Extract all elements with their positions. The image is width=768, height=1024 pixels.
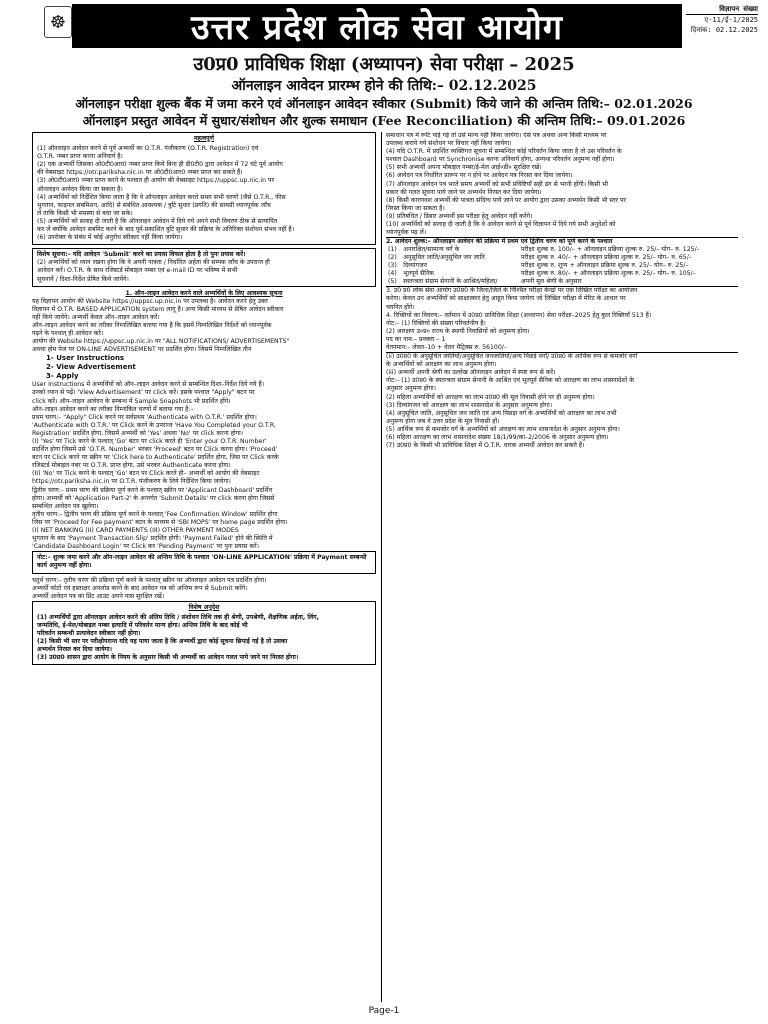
text-line: करेगा। केवल उन अभ्यर्थियों को साक्षात्कार हेतु आहूत किया जायेगा जो लिखित परीक्षा में मेरिट के आधार पर (386, 295, 626, 303)
text-line: बटन पर Click करने पर स्क्रीन पर 'Click here to Authenticate' प्रदर्शित होगा, जिस पर Click करके (32, 454, 279, 462)
text-line: प्रथम चरण:– "Apply" Click करने पर सर्वप्रथम 'Authenticate with O.T.R.' प्रदर्शित होगा। (32, 413, 257, 421)
text-line: (6) महिला आरक्षण का लाभ शासनादेश संख्या 18/1/99/का–2/2006 के अनुसार अनुमन्य होगा। (386, 434, 609, 441)
text-line: अभ्यर्थी आवेदन पत्र का प्रिंट आउट अपने पास सुरक्षित रखें। (32, 592, 165, 600)
user-instruction-lines (32, 381, 376, 413)
text-line: (5) आर्थिक रूप से कमजोर वर्ग के अभ्यर्थियों को आरक्षण का लाभ शासनादेश के अनुसार अनुमन्य होगा। (386, 425, 620, 433)
fee-last-date: ऑनलाइन परीक्षा शुल्क बैंक में जमा करने एवं ऑनलाइन आवेदन स्वीकार (Submit) किये जाने की अन्तिम तिथि:– 02.01.2026 (75, 96, 693, 111)
text-line: सूचनायें / दिशा-निर्देश प्रेषित किये जायेंगे। (37, 275, 129, 283)
fee-row (386, 278, 738, 286)
text-line: (2) किसी भी स्तर पर परीक्षोपरान्त यदि यह पाया जाता है कि अभ्यर्थी द्वारा कोई सूचना छिपाई गई है तो उसका (37, 638, 288, 646)
text-line: (3) उ0प्र0 शासन द्वारा आयोग के नियम के अनुसार किसी भी अभ्यर्थी का आवेदन गलत पाये जाने पर निरस्त होगा। (37, 654, 299, 662)
text-line: (2) महिला अभ्यर्थियों को आरक्षण का लाभ उ0प्र0 की मूल निवासी होने पर ही अनुमन्य होगा। (386, 393, 595, 401)
text-line: होगा। अभ्यर्थी को 'Application Part-2' के अन्तर्गत 'Submit Details' पर click करना होगा जिससे (32, 494, 275, 502)
text-line: (iii) अभ्यर्थी अपनी श्रेणी का उल्लेख ऑनलाइन आवेदन में स्पष्ट रूप से करें। (386, 369, 556, 377)
text-line: (7) ऑनलाइन आवेदन पत्र भरते समय अभ्यर्थी को सभी प्रविष्टियाँ सही ढंग से भरनी होंगी। किसी भी (386, 180, 609, 188)
note-box (32, 551, 376, 573)
advertisement-info (686, 4, 758, 35)
text-line: (4) अभ्यर्थियों को निर्देशित किया जाता है कि वे ऑनलाइन आवेदन करते समय सभी चरणों (जैसे O.T.R., फीस (37, 193, 286, 201)
fee-cell-cat: अनारक्षित/सामान्य वर्ग के (403, 246, 460, 254)
text-line: (4) यदि O.T.R. में प्रदर्शित व्यक्तिगत सूचना में सम्बन्धित कोई परिवर्तन किया जाता है तो उस परिवर्तन के (386, 148, 622, 156)
fee-cell-n: (4) (388, 270, 397, 278)
text-line: रजिस्टर्ड मोबाइल नंबर पर O.T.R. प्राप्त होगा, उसे भरकर Authenticate करना होगा। (32, 462, 231, 470)
special-lines (37, 259, 371, 283)
text-line: अभ्यर्थी फोटो एवं हस्ताक्षर अपलोड करने के बाद आवेदन पत्र को अन्तिम रूप से Submit करेंगे। (32, 584, 248, 592)
text-line: जन्मतिथि, ई-मेल/मोबाइल नम्बर इत्यादि में परिवर्तन मान्य होगा। अन्तिम तिथि के बाद कोई भी (37, 621, 248, 629)
fee-cell-val: परीक्षा शुल्क रु. शून्य + ऑनलाइन प्रक्रिया शुल्क रु. 25/– योग– रु. 25/– (520, 262, 689, 270)
text-line: (ii) उ0प्र0 के अनुसूचित जातियों/अनुसूचित जनजातियों/अन्य पिछड़े वर्गों/ उ0प्र0 के आर्थिक रूप से कमजोर वर्गों (386, 353, 638, 361)
special-instruction-lines (37, 614, 371, 663)
text-line: (9) प्रतिबंधित / डिबार अभ्यर्थी इस परीक्षा हेतु आवेदन नहीं करेंगे। (386, 212, 533, 220)
text-line: आयोग की Website https://uppsc.up.nic.in पर "ALL NOTIFICATIONS/ ADVERTISEMENTS" (32, 338, 290, 346)
important-lines (37, 145, 371, 242)
commission-title: उत्तर प्रदेश लोक सेवा आयोग (72, 4, 682, 48)
special-note-box (32, 248, 376, 286)
page-number: Page-1 (368, 1006, 400, 1016)
text-line: ऑन–लाइन आवेदन करने का तरीका निम्नांकित चरणों में बताया गया है:– (32, 405, 194, 413)
text-line: तृतीय चरण:– द्वितीय चरण की प्रक्रिया पूर्ण करने के पश्चात् 'Fee Confirmation Window' प्रदर्शित होगा (32, 510, 278, 518)
text-line: 4. रिक्तियों का विवरण:– वर्तमान में उ0प्र0 प्राविधिक शिक्षा (अध्यापन) सेवा परीक्षा–2025 हेतु कुल रिक्तियाँ 513 हैं। (386, 311, 652, 319)
text-line: समाधान पत्र में रूटि पाई गई तो उसे मान्य नहीं किया जायेगा। ऐसे पत्र अथवा अन्य किसी माध्यम पर (386, 132, 607, 139)
step1-lines (32, 414, 376, 487)
text-line: (10) अभ्यर्थियों को सलाह दी जाती है कि वे आवेदन करने से पूर्व विज्ञापन में दिये गये सभी अनुदेशों को (386, 221, 616, 229)
text-line: की वेबसाइट https://otr.pariksha.nic.in पर ओ0टी0आर0 नम्बर प्राप्त कर सकते हैं। (37, 169, 243, 177)
national-emblem-icon: ☸ (44, 6, 72, 38)
right-top-lines (386, 132, 738, 237)
text-line: वेतनमान:– लेवल–10 + वेतन मैट्रिक्स रु. 56100/– (386, 343, 507, 351)
text-line: यह विज्ञापन आयोग की Website https://uppsc.up.nic.in पर उपलब्ध है। आवेदन करने हेतु उक्त (32, 297, 268, 305)
text-line: पढ़ने के पश्चात् ही आवेदन करें। (32, 330, 104, 338)
text-line: (5) सभी अभ्यर्थी अपना मोबाइल नम्बर/ई-मेल आई०डी० सुरक्षित रखें। (386, 164, 542, 172)
advt-number: ए-11/ई-1/2025 (704, 16, 758, 24)
text-line: 3. उ0 प्र0 लोक सेवा आयोग उ0प्र0 के जिला/जिले के निश्चित परीक्षा केन्द्रों पर एक लिखित परीक्षा का आयोजन (386, 287, 638, 295)
correction-last-date: ऑनलाइन प्रस्तुत आवेदन में सुधार/संशोधन और शुल्क समाधान (Fee Reconciliation) की अन्तिम तिथि:– 09.01.2026 (82, 113, 686, 128)
text-line: (1) अभ्यर्थियों द्वारा ऑनलाइन आवेदन करने की अंतिम तिथि / संशोधन तिथि तक ही श्रेणी, उपश्रेणी, शैक्षणिक अर्हता, लिंग, (37, 613, 319, 621)
text-line: Registration' प्रदर्शित होगा, जिसमें अभ्यर्थी को 'Yes' अथवा 'No' पर click करना होगा। (32, 429, 244, 437)
online-section (32, 290, 376, 552)
fee-cell-n: (3) (388, 262, 397, 270)
right-mid-lines (386, 286, 738, 352)
text-line: ऑन–लाइन आवेदन करने का तरीका निम्नलिखित बताया गया है कि इसमें निम्नलिखित निर्देशों को ध्यानपूर्वक (32, 321, 272, 329)
text-line: द्वितीय चरण:– प्रथम चरण की प्रक्रिया पूर्ण करने के पश्चात् स्क्रीन पर 'Applicant Dashboard' प्रदर्शित (32, 486, 273, 494)
fee-table (386, 246, 738, 286)
text-line: आवेदन करें। O.T.R. के साथ रजिस्टर्ड मोबाइल नम्बर एवं e-mail ID पर भविष्य में सभी (37, 267, 238, 275)
text-line: अथवा होम पेज पर ON-LINE ADVERTISEMENT पर प्रदर्शित होगा। जिसमें निम्नलिखित तीन (32, 346, 252, 354)
fee-cell-n: (5) (388, 278, 397, 286)
fee-cell-val: अपनी मूल श्रेणी के अनुसार (520, 278, 582, 286)
special-note: विशेष सूचना:– यदि आवेदन 'Submit' करने का प्रयास विफल होता है तो पुनः प्रयास करें। (37, 251, 246, 259)
text-line: (8) किसी कारणवश अभ्यर्थी की पात्रता संदिग्ध पाये जाने पर आयोग द्वारा उसका अभ्यर्थन किसी भी स्तर पर (386, 196, 626, 204)
right-lower-lines (386, 352, 738, 450)
text-line: नोट:– (1) उ0प्र0 के स्वतन्त्रता संग्राम सेनानी के आश्रित एवं भूतपूर्व सैनिक को आरक्षण का लाभ शासनादेशों के (386, 377, 634, 385)
left-column (32, 132, 376, 1000)
text-line: अभ्यर्थन निरस्त कर दिया जायेगा। (37, 646, 112, 654)
text-line: User Instructions में अभ्यर्थियों को ऑन–लाइन आवेदन करने से सम्बन्धित दिशा–निर्देश दिये गये हैं। (32, 381, 265, 389)
text-line: नहीं किये जायेंगे। अभ्यर्थी केवल ऑन–लाइन आवेदन करें। (32, 313, 160, 321)
text-line: उनको ध्यान से पढ़ें। 'View Advertisement' पर click करें। इसके पश्चात "Apply" बटन पर (32, 389, 255, 397)
advt-label: विज्ञापन संख्या (686, 4, 758, 15)
text-line: नोट:– (1) रिक्तियों की संख्या परिवर्तनीय है। (386, 319, 486, 327)
fee-cell-val: परीक्षा शुल्क रु. 80/– + ऑनलाइन प्रक्रिया शुल्क रु. 25/– योग– रु. 105/– (520, 270, 696, 278)
text-line: https://otr.pariksha.nic.in पर O.T.R. पंजीकरण के लिये निर्देशित किया जायेगा। (32, 478, 231, 486)
text-line: (I) NET BANKING (II) CARD PAYMENTS (III) OTHER PAYMENT MODES (32, 527, 239, 535)
text-line: (I) 'Yes' पर Tick करने के पश्चात् 'Go' बटन पर click करते ही 'Enter your O.T.R. Number' (32, 438, 267, 445)
text-line: ऑनलाइन आवेदन किया जा सकता है। (37, 185, 123, 193)
text-line: लें ताकि किसी भी समस्या से बचा जा सके। (37, 209, 133, 217)
text-line: (2) आरक्षण उ०प्र० राज्य के स्थायी निवासियों को अनुमन्य होगा। (386, 327, 530, 335)
text-line: (2) एक अभ्यर्थी जिसका ओ0टी0आर0 नम्बर प्राप्त किये बिना ही डी0टी0 द्वारा आवेदन में 72 घंटे पूर्व आयोग (37, 161, 283, 169)
step4-lines (32, 577, 376, 601)
text-line: (6) आवेदन पत्र निर्धारित प्रारूप पर न होने पर आवेदन पत्र निरस्त कर दिया जायेगा। (386, 172, 573, 180)
text-line: चतुर्थ चरण:– तृतीय चरण की प्रक्रिया पूर्ण करने के पश्चात् स्क्रीन पर ऑनलाइन आवेदन पत्र प्रदर्शित होगा। (32, 576, 267, 584)
right-column (386, 132, 738, 1000)
text-line: O.T.R. नम्बर प्राप्त करना अनिवार्य है। (37, 153, 123, 161)
text-line: (3) दिव्यांगजन को आरक्षण का लाभ शासनादेश के अनुसार अनुमन्य होगा। (386, 401, 553, 409)
important-heading: महत्वपूर्ण (193, 135, 215, 142)
column-divider (381, 132, 382, 1002)
text-line: (2) अभ्यर्थियों को ध्यान रखना होगा कि वे अपनी पात्रता / निर्धारित अर्हता की सम्यक जाँच के उपरान्त ही (37, 259, 270, 267)
fee-cell-n: (2) (388, 254, 397, 262)
fee-cell-val: परीक्षा शुल्क रु. 40/– + ऑनलाइन प्रक्रिया शुल्क रु. 25/– योग– रु. 65/– (520, 254, 692, 262)
exam-name: उ0प्र0 प्राविधिक शिक्षा (अध्यापन) सेवा परीक्षा – 2025 (193, 54, 575, 75)
text-line: प्रदर्शित होगा जिसमें उसे 'O.T.R. Number' भरकर 'Proceed' बटन पर Click करना होगा। 'Proceed' (32, 446, 278, 454)
text-line: ध्यानपूर्वक पढ़ लें। (386, 229, 427, 237)
text-line: अनुमन्य होगा जब वे उत्तर प्रदेश के मूल निवासी हों। (386, 417, 500, 425)
fee-cell-cat: भूतपूर्व सैनिक (403, 270, 435, 278)
text-line: पद का नाम:– प्रवक्ता – 1 (386, 335, 446, 343)
instruction-list (32, 354, 376, 381)
text-line: click करें। ऑन–लाइन आवेदन के सम्बन्ध में Sample Snapshots भी प्रदर्शित होंगे। (32, 397, 231, 405)
text-line: 3- Apply (46, 372, 79, 381)
text-line: भुगतान के बाद 'Payment Transaction Slip' प्रदर्शित होगी। 'Payment Failed' होने की स्थिति में (32, 535, 273, 543)
text-line: निरस्त किया जा सकता है। (386, 204, 445, 212)
note-line: नोट:– शुल्क जमा करने और ऑन-लाइन आवेदन की अन्तिम तिथि के पश्चात 'ON-LINE APPLICATION' प्रक्रिया में Payment सम्बन्धी कार्य अनुमन्य नहीं होगा। (37, 554, 367, 570)
text-line: (6) उपरोक्त के संबंध में कोई अनुरोध स्वीकार नहीं किया जायेगा। (37, 234, 183, 242)
step2-lines (32, 487, 376, 552)
text-line: 1- User Instructions (46, 354, 125, 363)
fee-section (386, 237, 738, 286)
text-line: विज्ञापन में O.T.R. BASED APPLICATION system लागू है। अन्य किसी माध्यम से प्रेषित आवेदन स्वीकार (32, 305, 284, 313)
text-line: उपलब्ध कराये गये संशोधन पर विचार नहीं किया जायेगा। (386, 140, 512, 148)
text-line: (5) अभ्यर्थियों को सलाह दी जाती है कि ऑनलाइन आवेदन में दिये गये अपने सभी विवरण ठीक से सत्यापित (37, 217, 278, 225)
text-line: प्रकार की गलत सूचना पाये जाने पर अभ्यर्थन निरस्त कर दिया जायेगा। (386, 188, 542, 196)
text-line: 'Authenticate with O.T.R.' पर Click करने के उपरान्त 'Have You Completed your O.T.R. (32, 421, 276, 429)
fee-cell-cat: अनुसूचित जाति/अनुसूचित जन जाति (403, 254, 485, 262)
text-line: (7) उ0प्र0 के किसी भी प्राविधिक शिक्षा में O.T.R. धारक अभ्यर्थी आवेदन कर सकते हैं। (386, 442, 585, 450)
online-heading: 1. ऑन–लाइन आवेदन करने वाले अभ्यर्थियों के लिए आवश्यक सूचना (125, 289, 283, 297)
text-line: परिवर्तन सम्बन्धी प्रत्यावेदन स्वीकार नहीं होगा। (37, 630, 141, 638)
online-lines (32, 298, 376, 355)
advt-date: दिनांक: 02.12.2025 (690, 26, 758, 34)
fee-heading: 2. आवेदन शुल्क:– ऑनलाइन आवेदन की प्रक्रिया में प्रथम एवं द्वितीय चरण को पूर्ण करने के पश्चात (386, 238, 613, 246)
text-line: (3) ओ0टी0आर0 नम्बर प्राप्त करने के पश्चात ही आयोग की वेबसाइट https://uppsc.up.nic.in पर (37, 177, 275, 185)
text-line: अनुसार अनुमन्य होगा। (386, 385, 437, 393)
fee-cell-val: परीक्षा शुल्क रु. 100/– + ऑनलाइन प्रक्रिया शुल्क रु. 25/– योग– रु. 125/– (520, 246, 700, 254)
text-line: (II) 'No' पर Tick करने के पश्चात् 'Go' बटन पर Click करते ही– अभ्यर्थी को आयोग की वेबसाइट (32, 470, 260, 478)
start-date: ऑनलाइन आवेदन प्रारम्भ होने की तिथि:– 02.12.2025 (231, 78, 537, 94)
text-line: चयनित होंगे। (386, 303, 415, 311)
text-line: कर लें क्योंकि आवेदन सबमिट करने के बाद पूर्व-प्रकाशित त्रुटि सुधार की प्रक्रिया के अतिरिक्त संशोधन संभव नहीं है। (37, 226, 295, 234)
text-line: 'Candidate Dashboard Login' पर Click कर 'Pending Payment' पर पुनः प्रयास करें। (32, 543, 259, 551)
text-line: (4) अनुसूचित जाति, अनुसूचित जन जाति एवं अन्य पिछड़ा वर्ग के अभ्यर्थियों को आरक्षण का लाभ तभी (386, 409, 617, 417)
text-line: (1) ऑनलाइन आवेदन करने से पूर्व अभ्यर्थी का O.T.R. पंजीकरण (O.T.R. Registration) एवं (37, 145, 259, 153)
text-line: भुगतान, फाइनल सबमिशन, आदि) से संबंधित आवश्यक / त्रुटि सुधार (प्रगति) की सामग्री ध्यानपूर्वक जाँच (37, 201, 271, 209)
fee-cell-n: (1) (388, 246, 397, 254)
important-box (32, 132, 376, 245)
special-instructions-heading: विशेष अनुदेश (188, 603, 220, 611)
fee-cell-cat: स्वतन्त्रता संग्राम सेनानी के आश्रित/महिला/ (403, 278, 498, 286)
text-line: 2- View Advertisement (46, 363, 136, 372)
text-line: के अभ्यर्थियों को आरक्षण का लाभ अनुमन्य होगा। (386, 361, 497, 369)
special-instructions-box (32, 601, 376, 666)
text-line: पश्चात Dashboard पर Synchronise करना अनिवार्य होगा, अन्यथा परिवर्तन अनुमन्य नहीं होगा। (386, 156, 615, 164)
fee-cell-cat: दिव्यांगजन (403, 262, 427, 270)
text-line: सम्बन्धित आवेदन पत्र खुलेगा। (32, 502, 99, 510)
text-line: जिस पर 'Proceed for Fee payment' बटन के माध्यम से 'SBI MOPS' पर home page प्रदर्शित होगा। (32, 518, 288, 526)
